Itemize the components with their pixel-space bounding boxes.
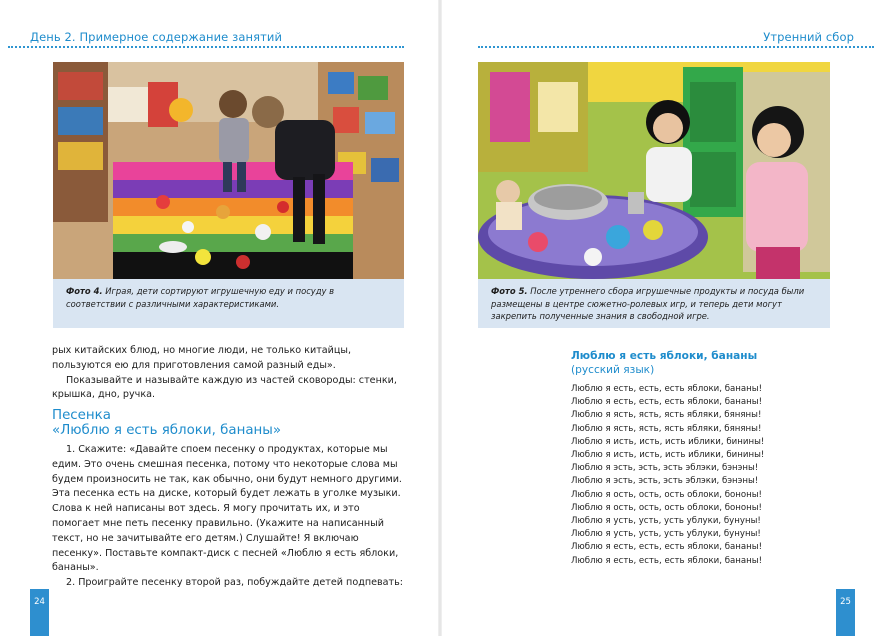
paragraph: Показывайте и называйте каждую из частей сковороды: стенки, крышка, дно, ручка. [52, 374, 397, 401]
body-text-top [52, 344, 407, 403]
lyrics-line: Люблю я исть, исть, исть иблики, бинины! [571, 450, 765, 461]
photo-4-caption [53, 279, 404, 328]
running-head-right: Утренний сбор [763, 30, 854, 44]
paragraph: 2. Проиграйте песенку второй раз, побуждайте детей подпевать: [66, 577, 404, 589]
photo-5-caption [478, 279, 830, 328]
lyrics-list [571, 383, 811, 568]
lyrics-line: Люблю я усть, усть, усть ублуки, бунуны! [571, 529, 761, 540]
dotted-rule-left [8, 46, 404, 48]
lyrics-line: Люблю я есть, есть, есть яблоки, бананы! [571, 384, 763, 394]
caption-label: Фото 5. [491, 286, 528, 296]
lyrics-line: Люблю я эсть, эсть, эсть эблэки, бэнэны! [571, 476, 759, 487]
dotted-rule-right [478, 46, 874, 48]
running-head-left: День 2. Примерное содержание занятий [30, 30, 283, 44]
song-heading-line1: Песенка [52, 408, 111, 423]
photo-4-children-sorting-toy-food [53, 62, 404, 279]
lyrics-line: Люблю я ость, ость, ость облоки, бононы! [571, 502, 763, 513]
body-text-bottom [52, 443, 407, 591]
caption-text: Играя, дети сортируют игрушечную еду и посуду в соответствии с различными характеристиками. [66, 286, 335, 309]
lyrics-line: Люблю я эсть, эсть, эсть эблэки, бэнэны! [571, 463, 759, 474]
lyrics-line: Люблю я усть, усть, усть ублуки, бунуны! [571, 516, 761, 527]
lyrics-line: Люблю я ость, ость, ость облоки, бононы! [571, 489, 763, 500]
lyrics-subtitle: (русский язык) [571, 364, 655, 376]
paragraph: рых китайских блюд, но многие люди, не только китайцы, пользуются ею для приготовления самой разный еды». [52, 345, 352, 371]
photo-5-children-playing-kitchen [478, 62, 830, 279]
paragraph: 1. Скажите: «Давайте споем песенку о продуктах, которые мы едим. Это очень смешная песенка, потому что некоторые слова мы будем произносить не так, как обычно, они будут немного другими. Эта песенка есть на диске, который будет лежать в уголке музыки. Слова к ней написаны вот здесь. Я могу прочитать их, и это помогает мне петь песенку правильно. (Укажите на написанный текст, но не зачитывайте его детям.) Слушайте! Я включаю песенку». Поставьте компакт-диск с песней «Люблю я есть яблоки, бананы». [52, 444, 402, 574]
song-heading [52, 408, 407, 438]
lyrics-line: Люблю я ясть, ясть, ясть ябляки, бяняны! [571, 423, 762, 434]
lyrics-line: Люблю я есть, есть, есть яблоки, бананы! [571, 397, 763, 408]
lyrics-title: Люблю я есть яблоки, бананы [571, 350, 758, 362]
page-number-right: 25 [836, 589, 855, 636]
lyrics-line: Люблю я есть, есть, есть яблоки, бананы! [571, 542, 763, 553]
lyrics-line: Люблю я есть, есть, есть яблоки, бананы! [571, 555, 763, 566]
caption-text: После утреннего сбора игрушечные продукты и посуда были размещены в центре сюжетно-ролевых игр, и теперь дети могут закрепить полученные знания в свободной игре. [491, 286, 805, 321]
page-number-left: 24 [30, 589, 49, 636]
song-heading-line2: «Люблю я есть яблоки, бананы» [52, 423, 282, 438]
lyrics-line: Люблю я ясть, ясть, ясть ябляки, бяняны! [571, 410, 762, 421]
caption-label: Фото 4. [66, 286, 103, 296]
lyrics-line: Люблю я исть, исть, исть иблики, бинины! [571, 436, 765, 447]
